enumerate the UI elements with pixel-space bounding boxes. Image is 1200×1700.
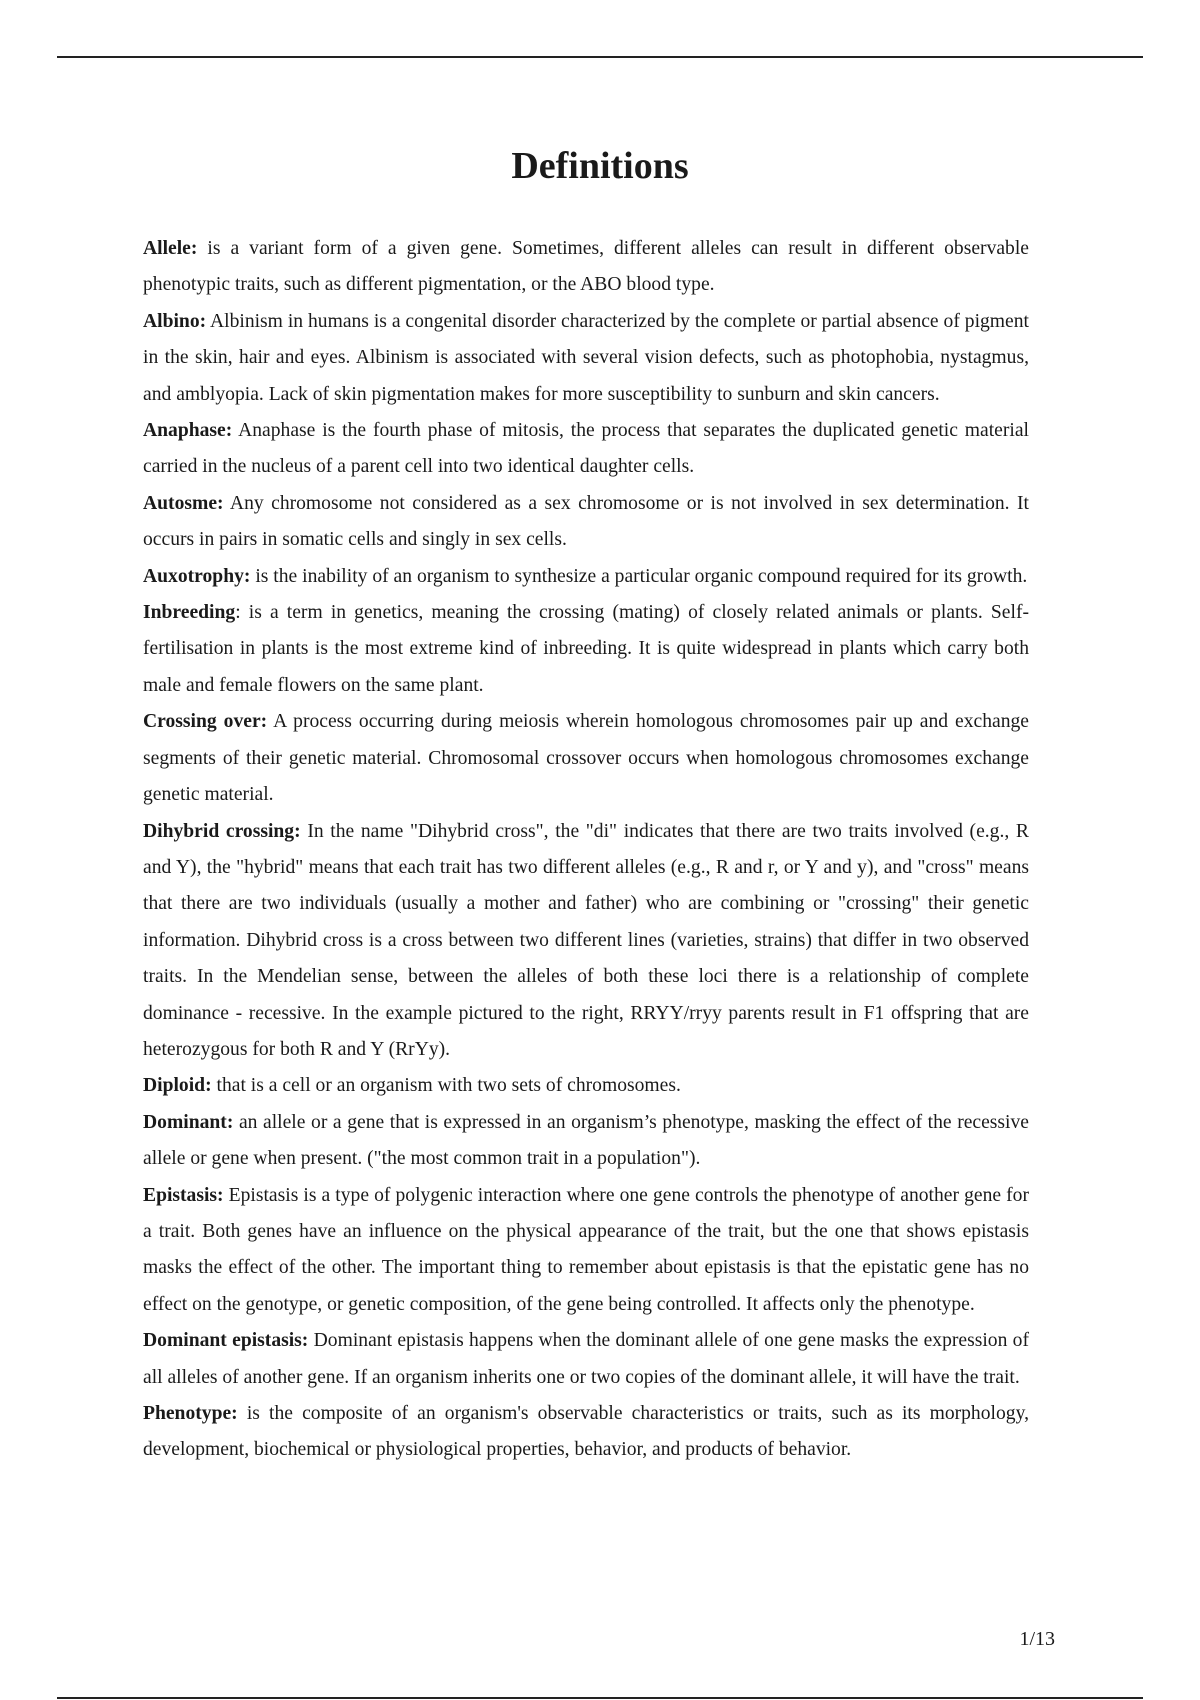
definition-term: Inbreeding — [143, 602, 236, 624]
definition-item — [143, 595, 1029, 704]
definition-term: Crossing over: — [143, 711, 268, 733]
definition-item — [143, 559, 1029, 595]
definition-item — [143, 231, 1029, 304]
definition-term: Dominant: — [143, 1111, 234, 1133]
definition-text: In the name "Dihybrid cross", the "di" indicates that there are two traits involved (e.g., R and Y), the "hybrid" means that each trait has two different alleles (e.g., R and r, or Y and y), and "cross" means that there are two individuals (usually a mother and father) who are combining or "crossing" their genetic information. Dihybrid cross is a cross between two different lines (varieties, strains) that differ in two observed traits. In the Mendelian sense, between the alleles of both these loci there is a relationship of complete dominance - recessive. In the example pictured to the right, RRYY/rryy parents result in F1 offspring that are heterozygous for both R and Y (RrYy). — [143, 820, 1029, 1060]
footer-rule — [57, 1697, 1143, 1699]
definition-item — [143, 1323, 1029, 1396]
definition-item — [143, 814, 1029, 1069]
definition-text: A process occurring during meiosis wherein homologous chromosomes pair up and exchange segments of their genetic material. Chromosomal crossover occurs when homologous chromosomes exchange genetic material. — [143, 711, 1029, 806]
definition-text: : is a term in genetics, meaning the crossing (mating) of closely related animals or plants. Self-fertilisation in plants is the most extreme kind of inbreeding. It is quite widespread in plants which carry both male and female flowers on the same plant. — [143, 602, 1029, 696]
definition-text: is a variant form of a given gene. Sometimes, different alleles can result in different observable phenotypic traits, such as different pigmentation, or the ABO blood type. — [143, 238, 1029, 296]
definition-term: Epistasis: — [143, 1184, 224, 1206]
definition-text: is the inability of an organism to synthesize a particular organic compound required for its growth. — [255, 565, 1028, 587]
definition-text: Albinism in humans is a congenital disorder characterized by the complete or partial absence of pigment in the skin, hair and eyes. Albinism is associated with several vision defects, such as photophobia, nystagmus, and amblyopia. Lack of skin pigmentation makes for more susceptibility to sunburn and skin cancers. — [143, 310, 1029, 405]
definition-item — [143, 413, 1029, 486]
definition-text: Dominant epistasis happens when the dominant allele of one gene masks the expression of all alleles of another gene. If an organism inherits one or two copies of the dominant allele, it will have the trait. — [143, 1330, 1029, 1388]
definition-item — [143, 1068, 1029, 1104]
definition-item — [143, 1178, 1029, 1324]
definition-term: Dominant epistasis: — [143, 1330, 309, 1352]
definition-term: Dihybrid crossing: — [143, 820, 301, 842]
definition-term: Allele: — [143, 238, 198, 259]
definition-item — [143, 1396, 1029, 1469]
definition-term: Diploid: — [143, 1075, 212, 1097]
definition-term: Phenotype: — [143, 1403, 238, 1424]
definition-text: an allele or a gene that is expressed in an organism’s phenotype, masking the effect of the recessive allele or gene when present. ("the most common trait in a population"). — [143, 1111, 1029, 1170]
definition-text: is the composite of an organism's observable characteristics or traits, such as its morphology, development, biochemical or physiological properties, behavior, and products of behavior. — [143, 1403, 1029, 1461]
definition-item — [143, 304, 1029, 413]
definition-item — [143, 1105, 1029, 1178]
definitions-list — [143, 231, 1029, 1469]
definition-item — [143, 486, 1029, 559]
definition-term: Auxotrophy: — [143, 565, 251, 587]
definition-text: that is a cell or an organism with two sets of chromosomes. — [216, 1075, 681, 1097]
definition-text: Epistasis is a type of polygenic interaction where one gene controls the phenotype of another gene for a trait. Both genes have an influence on the physical appearance of the trait, but the one that shows epistasis masks the effect of the other. The important thing to remember about epistasis is that the epistatic gene has no effect on the genotype, or genetic composition, of the gene being controlled. It affects only the phenotype. — [143, 1184, 1029, 1315]
definition-term: Albino: — [143, 310, 207, 332]
definition-text: Anaphase is the fourth phase of mitosis, the process that separates the duplicated genetic material carried in the nucleus of a parent cell into two identical daughter cells. — [143, 420, 1029, 478]
definition-term: Anaphase: — [143, 420, 233, 442]
page-title: Definitions — [511, 145, 689, 187]
definition-term: Autosme: — [143, 492, 224, 514]
definition-text: Any chromosome not considered as a sex chromosome or is not involved in sex determination. It occurs in pairs in somatic cells and singly in sex cells. — [143, 492, 1029, 551]
page-number: 1/13 — [1019, 1628, 1055, 1650]
definition-item — [143, 704, 1029, 813]
header-rule — [57, 56, 1143, 58]
